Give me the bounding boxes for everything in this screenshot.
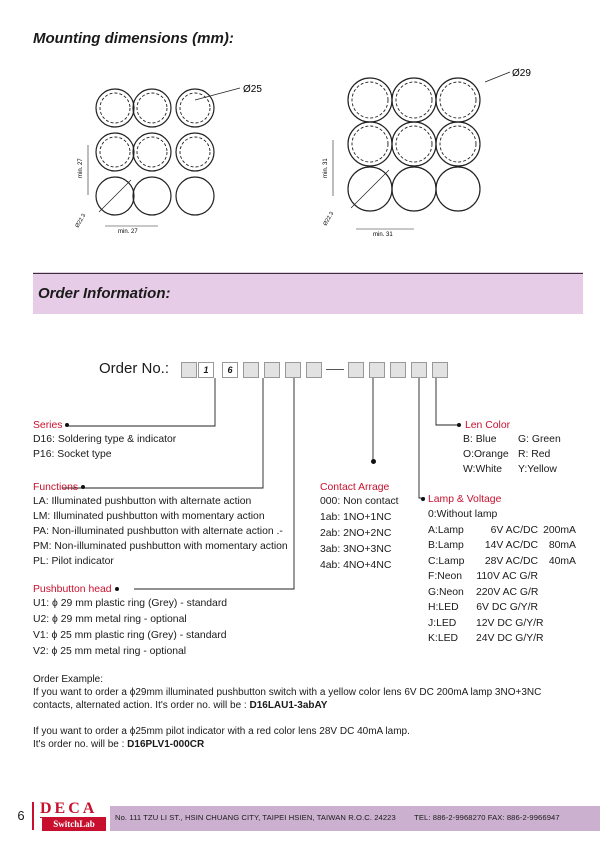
hole-label-left: Ø22.3: [74, 213, 88, 229]
len-color-table: [463, 432, 561, 477]
len-color-title: Len Color: [457, 418, 510, 433]
order-no-box: 1: [198, 362, 214, 378]
order-no-box: 6: [222, 362, 238, 378]
bullet: [457, 423, 461, 427]
lamp-row: B:Lamp 14V AC/DC 80mA: [428, 540, 576, 551]
min-h-label-right: min. 31: [373, 232, 393, 238]
brand-logo: DECA: [40, 800, 98, 817]
lamp-row: J:LED 12V DC G/Y/R: [428, 617, 544, 629]
contact-list: [320, 494, 399, 574]
hole-label-right: Ø22.3: [322, 211, 336, 227]
pushbutton-item: V2: ϕ 25 mm metal ring - optional: [33, 646, 187, 657]
bullet: [65, 423, 69, 427]
functions-list: [33, 494, 288, 569]
example-title: Order Example:: [33, 674, 104, 685]
contact-item: 1ab: 1NO+1NC: [320, 512, 392, 523]
series-title: Series: [33, 418, 69, 433]
series-item: D16: Soldering type & indicator: [33, 434, 177, 445]
diameter-label-29: Ø29: [512, 68, 531, 79]
function-item: PM: Non-illuminated pushbutton with momentary action: [33, 541, 288, 552]
footer-rule: [32, 802, 34, 830]
order-info-title: Order Information:: [38, 285, 171, 302]
contact-bullet: [371, 459, 376, 464]
order-no-label: Order No.:: [99, 360, 170, 377]
brand-sub: SwitchLab: [42, 818, 106, 831]
pushbutton-item: U2: ϕ 29 mm metal ring - optional: [33, 614, 187, 625]
functions-title: Functions: [33, 480, 85, 495]
lamp-row: K:LED 24V DC G/Y/R: [428, 633, 544, 644]
mounting-title: Mounting dimensions (mm):: [33, 30, 234, 47]
min-h-label-left: min. 27: [118, 229, 138, 235]
lamp-row: H:LED 6V DC G/Y/R: [428, 602, 538, 613]
contact-item: 2ab: 2NO+2NC: [320, 528, 392, 539]
function-item: LM: Illuminated pushbutton with momentary action: [33, 511, 265, 522]
bullet: [115, 587, 119, 591]
pushbutton-item: U1: ϕ 29 mm plastic ring (Grey) - standard: [33, 598, 228, 609]
function-item: PL: Pilot indicator: [33, 556, 114, 567]
example-1-line-1: If you want to order a ϕ29mm illuminated pushbutton switch with a yellow color lens 6V DC 200mA lamp 3NO+3NC: [33, 687, 542, 698]
example-1-line-2: contacts, alternated action. It's order no. will be : D16LAU1-3abAY: [33, 700, 328, 711]
contact-title: Contact Arrage: [320, 482, 390, 493]
pushbutton-head-list: [33, 596, 227, 660]
example-1-code: D16LAU1-3abAY: [249, 700, 328, 711]
len-color-item: B: Blue: [463, 434, 497, 445]
min-v-label-right: min. 31: [323, 158, 329, 178]
contact-item: 000: Non contact: [320, 496, 399, 507]
len-color-item: Y:Yellow: [518, 464, 557, 475]
lamp-table: [428, 507, 576, 647]
footer-contact: TEL: 886-2-9968270 FAX: 886-2-9966947: [414, 813, 560, 822]
len-color-item: W:White: [463, 464, 503, 475]
contact-item: 3ab: 3NO+3NC: [320, 544, 392, 555]
function-item: PA: Non-illuminated pushbutton with alternate action .-: [33, 526, 283, 537]
series-list: [33, 432, 176, 462]
function-item: LA: Illuminated pushbutton with alternate action: [33, 496, 252, 507]
diameter-label-25: Ø25: [243, 84, 262, 95]
lamp-row: F:Neon 110V AC G/R: [428, 571, 538, 582]
bullet: [81, 485, 85, 489]
len-color-item: R: Red: [518, 449, 551, 460]
min-v-label-left: min. 27: [78, 158, 84, 178]
order-example: [33, 673, 541, 751]
footer-address: No. 111 TZU LI ST., HSIN CHUANG CITY, TAIPEI HSIEN, TAIWAN R.O.C. 24223: [115, 813, 396, 822]
lamp-row: C:Lamp 28V AC/DC 40mA: [428, 555, 576, 567]
len-color-item: G: Green: [518, 434, 561, 445]
example-2-line-2: It's order no. will be : D16PLV1-000CR: [33, 739, 205, 750]
page-number: 6: [17, 808, 25, 823]
pushbutton-head-title: Pushbutton head: [33, 582, 119, 597]
pushbutton-item: V1: ϕ 25 mm plastic ring (Grey) - standard: [33, 630, 227, 641]
footer-text: [115, 813, 560, 822]
contact-item: 4ab: 4NO+4NC: [320, 560, 392, 571]
len-color-item: O:Orange: [463, 449, 509, 460]
series-item: P16: Socket type: [33, 449, 112, 460]
example-2-line-1: If you want to order a ϕ25mm pilot indicator with a red color lens 28V DC 40mA lamp.: [33, 726, 410, 737]
example-2-code: D16PLV1-000CR: [127, 739, 205, 750]
lamp-row: A:Lamp 6V AC/DC 200mA: [428, 524, 576, 536]
lamp-row: G:Neon 220V AC G/R: [428, 586, 539, 598]
lamp-title: Lamp & Voltage: [421, 492, 501, 507]
bullet: [421, 497, 425, 501]
lamp-row: 0:Without lamp: [428, 509, 498, 520]
